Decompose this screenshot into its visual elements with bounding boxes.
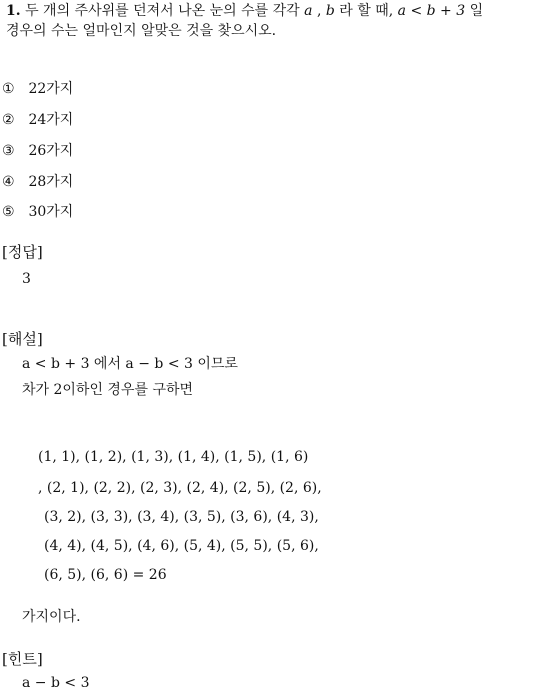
explanation-label: [해설] [2,330,43,348]
option-text: 26가지 [28,143,74,159]
explanation-line-2: 차가 2이하인 경우를 구하면 [22,382,194,398]
option-text: 24가지 [28,112,74,128]
option-marker: ③ [2,143,15,159]
question-text-pre: 두 개의 주사위를 던져서 나온 눈의 수를 각각 [25,3,300,19]
pairs-row-2: , (2, 1), (2, 2), (2, 3), (2, 4), (2, 5), (2, 6), [38,480,322,496]
option-marker: ⑤ [2,204,15,220]
option-1[interactable] [2,80,73,98]
question-number: 1. [6,3,21,19]
option-4[interactable] [2,173,73,191]
explanation-line-1: a < b + 3 에서 a − b < 3 이므로 [22,356,238,372]
question-text-mid: 라 할 때, [339,3,394,19]
variable-comma: , [316,3,322,19]
option-3[interactable] [2,142,73,160]
hint-label: [힌트] [2,650,43,668]
question-inequality: a < b + 3 [397,3,466,19]
hint-value: a − b < 3 [22,675,90,691]
variable-a: a [304,3,313,19]
option-2[interactable] [2,111,73,129]
question-line-2: 경우의 수는 얼마인지 알맞은 것을 찾으시오. [6,23,277,39]
option-marker: ① [2,81,15,97]
explanation-conclusion: 가지이다. [22,609,81,625]
pairs-row-3: (3, 2), (3, 3), (3, 4), (3, 5), (3, 6), (4, 3), [44,509,319,525]
option-marker: ④ [2,174,15,190]
pairs-row-5: (6, 5), (6, 6) = 26 [44,567,167,583]
question-text-post: 일 [469,3,484,19]
option-text: 22가지 [28,81,74,97]
option-5[interactable] [2,203,73,221]
pairs-row-4: (4, 4), (4, 5), (4, 6), (5, 4), (5, 5), (5, 6), [44,538,319,554]
option-marker: ② [2,112,15,128]
question-line-1 [6,2,483,20]
answer-value: 3 [22,271,31,287]
pairs-row-1: (1, 1), (1, 2), (1, 3), (1, 4), (1, 5), (1, 6) [38,449,309,465]
option-text: 30가지 [28,204,74,220]
option-text: 28가지 [28,174,74,190]
variable-b: b [325,3,335,19]
answer-label: [정답] [2,243,43,261]
